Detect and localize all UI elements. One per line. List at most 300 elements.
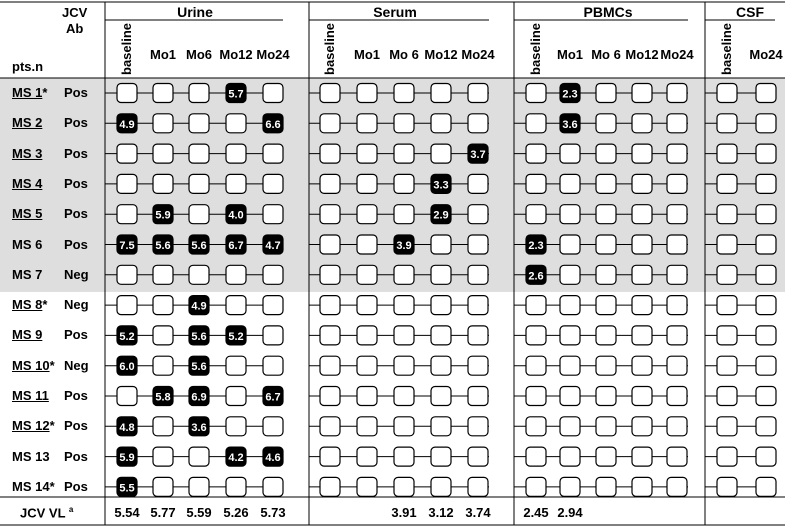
cell-value: 5.6 (155, 240, 171, 252)
group-title: Serum (373, 4, 417, 20)
cell-value: 3.7 (470, 149, 486, 162)
cell-value: 2.3 (562, 88, 578, 101)
cell-value: 3.6 (191, 421, 207, 434)
negative-cell (717, 174, 737, 193)
negative-cell (394, 84, 414, 103)
negative-cell (596, 205, 616, 224)
negative-cell (560, 174, 580, 193)
negative-cell (667, 417, 687, 436)
negative-cell (468, 114, 488, 133)
negative-cell (560, 265, 580, 284)
negative-cell (357, 265, 377, 284)
negative-cell (357, 205, 377, 224)
negative-cell (756, 387, 776, 406)
negative-cell (596, 144, 616, 163)
negative-cell (189, 114, 209, 133)
negative-cell (431, 387, 451, 406)
cell-value: 5.6 (191, 330, 207, 343)
negative-cell (394, 326, 414, 345)
negative-cell (226, 144, 246, 163)
patient-label (12, 206, 42, 221)
negative-cell (189, 477, 209, 496)
column-header: Mo 6 (591, 47, 621, 62)
negative-cell (320, 235, 340, 254)
cell-value: 4.6 (265, 452, 281, 465)
negative-cell (526, 387, 546, 406)
antibody-status: Pos (64, 478, 88, 494)
negative-cell (596, 477, 616, 496)
negative-cell (431, 84, 451, 103)
negative-cell (394, 387, 414, 406)
cell-value: 6.6 (265, 118, 281, 131)
negative-cell (431, 114, 451, 133)
negative-cell (431, 235, 451, 254)
negative-cell (632, 84, 652, 103)
negative-cell (357, 356, 377, 375)
patient-label (12, 297, 47, 312)
negative-cell (526, 114, 546, 133)
negative-cell (263, 296, 283, 315)
column-header: Mo6 (186, 47, 212, 62)
patient-label (12, 388, 49, 403)
negative-cell (431, 417, 451, 436)
negative-cell (667, 265, 687, 284)
negative-cell (394, 205, 414, 224)
negative-cell (226, 265, 246, 284)
negative-cell (320, 265, 340, 284)
cell-value: 3.6 (562, 118, 578, 131)
cell-value: 5.2 (119, 330, 135, 343)
column-header: Mo24 (256, 47, 290, 62)
negative-cell (357, 174, 377, 193)
negative-cell (153, 417, 173, 436)
negative-cell (189, 84, 209, 103)
antibody-status: Neg (64, 266, 89, 282)
negative-cell (394, 356, 414, 375)
negative-cell (320, 447, 340, 466)
vl-value: 2.45 (523, 505, 549, 520)
patient-id: MS 2 (12, 115, 43, 131)
vl-value: 3.91 (391, 505, 417, 520)
negative-cell (468, 447, 488, 466)
negative-cell (320, 174, 340, 193)
negative-cell (468, 235, 488, 254)
antibody-status: Pos (64, 236, 88, 252)
negative-cell (320, 144, 340, 163)
negative-cell (632, 326, 652, 345)
negative-cell (189, 174, 209, 193)
negative-cell (431, 326, 451, 345)
negative-cell (560, 387, 580, 406)
antibody-status: Pos (64, 327, 88, 343)
negative-cell (153, 144, 173, 163)
negative-cell (468, 205, 488, 224)
negative-cell (667, 205, 687, 224)
column-header: Mo24 (660, 47, 694, 62)
negative-cell (153, 114, 173, 133)
negative-cell (717, 296, 737, 315)
negative-cell (468, 356, 488, 375)
negative-cell (468, 387, 488, 406)
ab-header-line2: Ab (66, 21, 84, 36)
group-title: Urine (177, 4, 213, 20)
cell-value: 4.8 (119, 421, 135, 434)
negative-cell (189, 265, 209, 284)
cell-value: 5.9 (155, 209, 171, 222)
column-header: Mo12 (424, 47, 458, 62)
negative-cell (596, 265, 616, 284)
negative-cell (717, 205, 737, 224)
negative-cell (263, 417, 283, 436)
negative-cell (226, 296, 246, 315)
group-title: PBMCs (583, 4, 633, 20)
vl-label-text: JCV VL (20, 505, 69, 521)
cell-value: 3.3 (433, 179, 449, 192)
antibody-status: Neg (64, 357, 89, 373)
negative-cell (717, 114, 737, 133)
negative-cell (526, 84, 546, 103)
vl-value: 5.73 (260, 505, 286, 520)
negative-cell (632, 114, 652, 133)
patient-id: MS 10 (12, 357, 50, 373)
patient-id: MS 6 (12, 236, 43, 252)
negative-cell (320, 387, 340, 406)
negative-cell (667, 114, 687, 133)
negative-cell (667, 174, 687, 193)
column-header: Mo1 (354, 47, 380, 62)
negative-cell (667, 326, 687, 345)
negative-cell (596, 417, 616, 436)
cell-value: 2.3 (528, 240, 544, 252)
antibody-status: Pos (64, 85, 88, 100)
negative-cell (357, 114, 377, 133)
patient-id: MS 14 (12, 478, 50, 494)
column-header: Mo 6 (389, 47, 419, 62)
negative-cell (756, 114, 776, 133)
column-header: Mo1 (557, 47, 583, 62)
negative-cell (526, 447, 546, 466)
ab-header-line1: JCV (62, 5, 88, 20)
patient-star: * (42, 297, 48, 313)
negative-cell (560, 447, 580, 466)
negative-cell (117, 144, 137, 163)
vl-value: 3.12 (428, 505, 454, 520)
patient-star: * (49, 418, 55, 434)
negative-cell (431, 296, 451, 315)
negative-cell (596, 84, 616, 103)
cell-value: 5.9 (119, 452, 135, 465)
negative-cell (717, 265, 737, 284)
negative-cell (632, 356, 652, 375)
column-header: Mo1 (150, 47, 176, 62)
column-header: Mo12 (219, 47, 253, 62)
cell-value: 6.7 (265, 391, 281, 404)
vl-label-superscript: a (68, 505, 74, 514)
negative-cell (632, 477, 652, 496)
cell-value: 2.6 (528, 270, 544, 283)
negative-cell (632, 296, 652, 315)
negative-cell (560, 235, 580, 254)
cell-value: 2.9 (433, 209, 449, 222)
negative-cell (632, 387, 652, 406)
column-header: baseline (528, 22, 543, 75)
negative-cell (596, 447, 616, 466)
negative-cell (667, 477, 687, 496)
negative-cell (756, 265, 776, 284)
negative-cell (263, 265, 283, 284)
negative-cell (560, 296, 580, 315)
column-header: baseline (719, 22, 734, 75)
negative-cell (357, 296, 377, 315)
negative-cell (263, 174, 283, 193)
negative-cell (596, 326, 616, 345)
negative-cell (560, 326, 580, 345)
negative-cell (189, 205, 209, 224)
patient-label (12, 176, 42, 191)
negative-cell (667, 144, 687, 163)
patient-label (12, 85, 47, 100)
negative-cell (226, 114, 246, 133)
negative-cell (756, 356, 776, 375)
negative-cell (320, 296, 340, 315)
negative-cell (717, 387, 737, 406)
negative-cell (560, 417, 580, 436)
column-header: baseline (119, 22, 134, 75)
negative-cell (717, 326, 737, 345)
negative-cell (117, 84, 137, 103)
negative-cell (596, 114, 616, 133)
negative-cell (756, 447, 776, 466)
negative-cell (717, 417, 737, 436)
patient-id: MS 5 (12, 206, 43, 222)
negative-cell (394, 174, 414, 193)
negative-cell (117, 265, 137, 284)
vl-value: 5.26 (223, 505, 249, 520)
antibody-status: Pos (64, 448, 88, 464)
patient-label (12, 115, 42, 130)
vl-value: 3.74 (465, 505, 491, 520)
negative-cell (560, 144, 580, 163)
column-header: Mo12 (625, 47, 659, 62)
negative-cell (394, 296, 414, 315)
antibody-status: Neg (64, 297, 89, 313)
negative-cell (153, 265, 173, 284)
negative-cell (320, 417, 340, 436)
negative-cell (153, 447, 173, 466)
vl-label (20, 505, 73, 520)
negative-cell (394, 265, 414, 284)
negative-cell (756, 296, 776, 315)
negative-cell (189, 447, 209, 466)
negative-cell (226, 477, 246, 496)
patient-id: MS 12 (12, 418, 50, 434)
negative-cell (357, 144, 377, 163)
negative-cell (263, 477, 283, 496)
patient-id: MS 13 (12, 448, 50, 464)
negative-cell (667, 84, 687, 103)
negative-cell (394, 114, 414, 133)
negative-cell (320, 205, 340, 224)
negative-cell (153, 326, 173, 345)
cell-value: 4.9 (191, 300, 207, 313)
corner-label: pts.n (12, 59, 44, 74)
cell-value: 4.7 (265, 240, 281, 252)
negative-cell (431, 356, 451, 375)
negative-cell (320, 84, 340, 103)
negative-cell (632, 417, 652, 436)
negative-cell (667, 296, 687, 315)
antibody-status: Pos (64, 418, 88, 434)
cell-value: 5.6 (191, 240, 207, 252)
negative-cell (717, 144, 737, 163)
negative-cell (526, 326, 546, 345)
negative-cell (596, 296, 616, 315)
patient-star: * (42, 85, 48, 100)
negative-cell (717, 235, 737, 254)
negative-cell (394, 417, 414, 436)
patient-id: MS 1 (12, 85, 43, 100)
negative-cell (667, 447, 687, 466)
negative-cell (717, 447, 737, 466)
antibody-status: Pos (64, 388, 88, 403)
negative-cell (468, 296, 488, 315)
negative-cell (526, 477, 546, 496)
cell-value: 4.9 (119, 118, 135, 131)
negative-cell (632, 447, 652, 466)
patient-label (12, 267, 42, 282)
negative-cell (153, 84, 173, 103)
negative-cell (320, 326, 340, 345)
negative-cell (468, 84, 488, 103)
negative-cell (226, 387, 246, 406)
antibody-status: Pos (64, 145, 88, 161)
negative-cell (526, 144, 546, 163)
cell-value: 5.8 (155, 391, 171, 404)
negative-cell (431, 265, 451, 284)
negative-cell (431, 447, 451, 466)
negative-cell (596, 174, 616, 193)
negative-cell (526, 296, 546, 315)
negative-cell (632, 205, 652, 224)
negative-cell (756, 235, 776, 254)
patient-id: MS 9 (12, 327, 43, 343)
negative-cell (153, 356, 173, 375)
negative-cell (320, 356, 340, 375)
negative-cell (117, 205, 137, 224)
negative-cell (756, 144, 776, 163)
negative-cell (226, 417, 246, 436)
negative-cell (596, 235, 616, 254)
patient-id: MS 4 (12, 175, 43, 191)
group-title: CSF (736, 4, 764, 20)
negative-cell (394, 477, 414, 496)
column-header: Mo24 (461, 47, 495, 62)
cell-value: 6.0 (119, 361, 135, 374)
vl-value: 5.54 (114, 505, 140, 520)
cell-value: 4.2 (228, 452, 244, 465)
cell-value: 7.5 (119, 240, 135, 252)
negative-cell (526, 417, 546, 436)
negative-cell (756, 174, 776, 193)
antibody-status: Pos (64, 175, 88, 191)
patient-label (12, 449, 50, 464)
antibody-status: Pos (64, 206, 88, 222)
negative-cell (756, 205, 776, 224)
patient-id: MS 7 (12, 266, 43, 282)
vl-value: 5.77 (150, 505, 176, 520)
negative-cell (320, 114, 340, 133)
negative-cell (263, 356, 283, 375)
negative-cell (468, 477, 488, 496)
negative-cell (560, 477, 580, 496)
negative-cell (560, 356, 580, 375)
negative-cell (756, 326, 776, 345)
negative-cell (357, 235, 377, 254)
negative-cell (263, 144, 283, 163)
cell-value: 6.7 (228, 240, 244, 252)
negative-cell (526, 356, 546, 375)
patient-id: MS 3 (12, 145, 43, 161)
negative-cell (153, 477, 173, 496)
negative-cell (431, 477, 451, 496)
negative-cell (526, 205, 546, 224)
negative-cell (357, 326, 377, 345)
cell-value: 6.9 (191, 391, 207, 404)
negative-cell (468, 265, 488, 284)
negative-cell (667, 356, 687, 375)
negative-cell (117, 296, 137, 315)
negative-cell (468, 326, 488, 345)
patient-label (12, 418, 55, 433)
patient-star: * (49, 478, 55, 494)
negative-cell (468, 174, 488, 193)
negative-cell (357, 417, 377, 436)
patient-label (12, 146, 42, 161)
cell-value: 5.5 (119, 482, 135, 495)
negative-cell (632, 235, 652, 254)
negative-cell (226, 356, 246, 375)
column-header: Mo24 (749, 47, 783, 62)
negative-cell (717, 477, 737, 496)
cell-value: 3.9 (396, 240, 412, 252)
negative-cell (357, 447, 377, 466)
negative-cell (667, 387, 687, 406)
negative-cell (357, 387, 377, 406)
negative-cell (226, 174, 246, 193)
vl-value: 5.59 (186, 505, 212, 520)
negative-cell (320, 477, 340, 496)
cell-value: 5.6 (191, 361, 207, 374)
negative-cell (189, 144, 209, 163)
negative-cell (560, 205, 580, 224)
column-header: baseline (322, 22, 337, 75)
negative-cell (717, 356, 737, 375)
negative-cell (756, 417, 776, 436)
cell-value: 5.7 (228, 88, 244, 101)
vl-value: 2.94 (557, 505, 583, 520)
negative-cell (263, 205, 283, 224)
patient-label (12, 358, 55, 373)
antibody-status: Pos (64, 115, 88, 131)
negative-cell (756, 84, 776, 103)
negative-cell (596, 356, 616, 375)
negative-cell (717, 84, 737, 103)
negative-cell (526, 174, 546, 193)
negative-cell (153, 174, 173, 193)
negative-cell (357, 84, 377, 103)
negative-cell (632, 265, 652, 284)
negative-cell (431, 144, 451, 163)
